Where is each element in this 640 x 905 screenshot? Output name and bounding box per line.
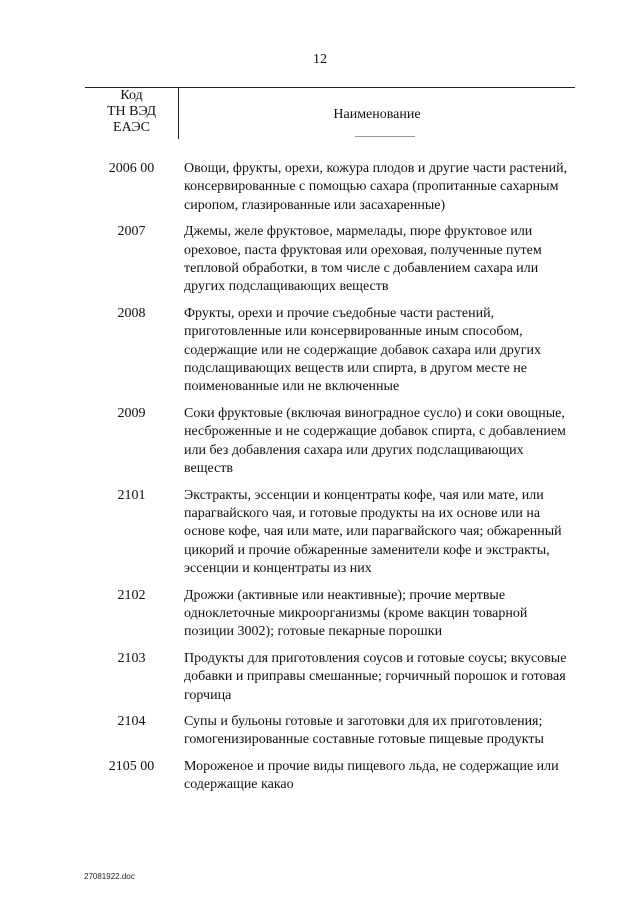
row-code: 2007: [117, 224, 146, 240]
row-code: 2103: [117, 650, 146, 666]
footer-file-name: 27081922.doc: [84, 872, 135, 881]
row-code: 2009: [117, 405, 146, 421]
header-code-line: ТН ВЭД: [106, 104, 157, 119]
row-name: Овощи, фрукты, орехи, кожура плодов и другие части растений, консервированные с помощью сахара (пропитанные сахарным сиропом, глазированные или засахаренные): [184, 161, 568, 213]
row-code: 2006 00: [108, 161, 155, 176]
header-code-line: Код: [120, 88, 143, 103]
row-name: Супы и бульоны готовые и заготовки для их приготовления; гомогенизированные составные готовые пищевые продукты: [184, 713, 544, 748]
table-row: [85, 587, 575, 642]
page-number: 12: [313, 52, 327, 67]
table-row: [85, 650, 575, 705]
row-code: 2102: [117, 587, 146, 603]
header-name-column: Наименование: [333, 107, 421, 122]
row-code: 2101: [117, 487, 146, 503]
row-name: Мороженое и прочие виды пищевого льда, не содержащие или содержащие какао: [184, 758, 559, 793]
row-code: 2105 00: [108, 758, 155, 774]
table-row: [85, 160, 575, 215]
row-name: Фрукты, орехи и прочие съедобные части растений, приготовленные или консервированные иным способом, содержащие или не содержащие добавок сахара или других подслащивающих веществ или спирта, в другом месте не поименованные или не включенные: [184, 305, 541, 395]
row-name: Экстракты, эссенции и концентраты кофе, чая или мате, или парагвайского чая, и готовые продукты на их основе или на основе кофе, чая или мате, или парагвайского чая; обжаренный цикорий и прочие обжаренные заменители кофе и экстракты, эссенции и концентраты из них: [184, 487, 562, 577]
table-row: [85, 405, 575, 479]
table-header: [85, 87, 575, 137]
table-row: [85, 305, 575, 397]
table-row: [85, 487, 575, 579]
table-row: [85, 223, 575, 297]
header-code-line: ЕАЭС: [113, 120, 150, 135]
row-name: Дрожжи (активные или неактивные); прочие мертвые одноклеточные микроорганизмы (кроме вакцин товарной позиции 3002); готовые пекарные порошки: [184, 587, 528, 640]
row-name: Соки фруктовые (включая виноградное сусло) и соки овощные, несброженные и не содержащие добавок спирта, с добавлением или без добавления сахара или других подслащивающих веществ: [184, 405, 566, 477]
row-name: Джемы, желе фруктовое, мармелады, пюре фруктовое или ореховое, паста фруктовая или ореховая, полученные путем тепловой обработки, в том числе с добавлением сахара или других подслащивающих веществ: [184, 224, 542, 295]
row-code: 2008: [117, 305, 146, 321]
table-body: [85, 160, 575, 803]
header-bottom-rule: [355, 136, 415, 137]
row-code: 2104: [117, 713, 146, 729]
table-row: [85, 758, 575, 795]
row-name: Продукты для приготовления соусов и готовые соусы; вкусовые добавки и приправы смешанные; горчичный порошок и готовая горчица: [184, 650, 567, 703]
table-row: [85, 713, 575, 750]
header-code-column: [85, 88, 178, 136]
